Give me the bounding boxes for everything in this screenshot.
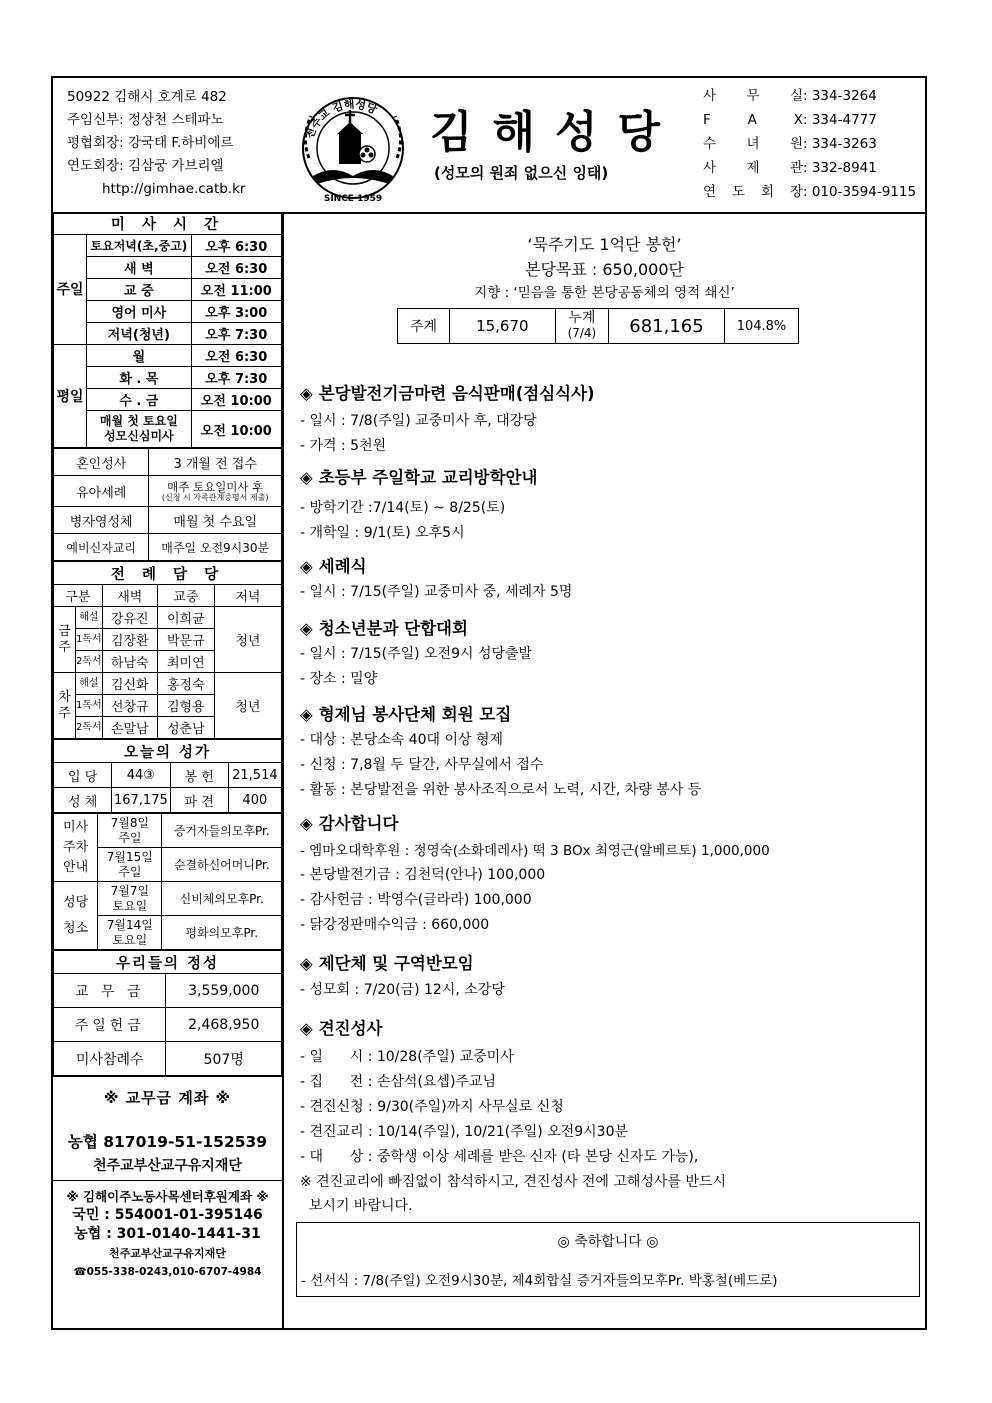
tithe-account-number: 농협 817019-51-152539 <box>67 1133 268 1151</box>
mass-name: 저녁(청년) <box>87 323 191 345</box>
notice-title <box>300 553 367 577</box>
parking-date: 7월8일 주일 <box>98 814 162 848</box>
mass-schedule-table <box>53 212 282 448</box>
council-president: 평협회장: 강국태 F.하비에르 <box>67 135 234 151</box>
this-week-label: 금주 <box>54 607 76 673</box>
mass-time: 오전 6:30 <box>191 345 281 367</box>
cleaning-date: 7월14일 토요일 <box>98 916 162 950</box>
diamond-icon: ◈ <box>300 954 313 973</box>
sacrament-value: 매주 토요일미사 후 <box>167 479 264 494</box>
sacrament-name: 병자영성체 <box>54 507 149 534</box>
contact-convent <box>703 132 916 156</box>
parking-group: 순결하신어머니Pr. <box>162 848 282 882</box>
liturgy-main: 이희균 <box>157 607 214 629</box>
notice-title <box>300 701 511 725</box>
contact-label: 연 도 회 장 <box>703 184 803 200</box>
liturgy-dawn: 김신화 <box>102 673 157 695</box>
notice-line: - 가격 : 5천원 <box>300 438 387 454</box>
liturgy-role: 2독서 <box>76 651 103 673</box>
parking-label: 미사 주차 안내 <box>54 814 98 882</box>
mass-schedule-title: 미 사 시 간 <box>54 212 282 235</box>
diamond-icon: ◈ <box>300 384 313 403</box>
notice-line: - 감사헌금 : 박영수(글라라) 100,000 <box>300 892 532 908</box>
offering-value: 2,468,950 <box>166 1008 282 1042</box>
weekday-label: 평일 <box>54 345 87 448</box>
bulletin-frame <box>51 76 927 1330</box>
hymn-number: 44③ <box>112 763 170 788</box>
migrant-title: ※ 김해이주노동사목센터후원계좌 ※ <box>66 1189 269 1204</box>
notice-title-text: 청소년분과 단합대회 <box>318 619 468 638</box>
sacrament-name: 혼인성사 <box>54 449 149 476</box>
mass-name: 영어 미사 <box>87 301 191 323</box>
notice-line: - 견진신청 : 9/30(주일)까지 사무실로 신청 <box>300 1099 564 1115</box>
notice-line: - 일시 : 7/8(주일) 교중미사 후, 대강당 <box>300 413 537 429</box>
liturgy-header: 새벽 <box>102 585 157 607</box>
pastor: 주임신부: 정상천 스테파노 <box>67 112 224 128</box>
diamond-icon: ◈ <box>300 468 313 487</box>
offering-name: 교 무 금 <box>54 974 166 1008</box>
mass-time: 오후 7:30 <box>191 323 281 345</box>
mass-time: 오후 6:30 <box>191 235 281 257</box>
right-column <box>284 212 925 1328</box>
contact-office <box>703 84 916 108</box>
parking-date: 7월15일 주일 <box>98 848 162 882</box>
offering-value: 3,559,000 <box>166 974 282 1008</box>
rosary-total-date: (7/4) <box>567 326 597 340</box>
contact-value: : 334-3263 <box>803 136 877 152</box>
rosary-summary-table <box>397 308 799 344</box>
mass-time: 오전 11:00 <box>191 279 281 301</box>
hymn-number: 400 <box>228 788 281 813</box>
liturgy-header: 저녁 <box>214 585 281 607</box>
mass-name: 화 . 목 <box>87 367 191 389</box>
hymn-number: 167,175 <box>112 788 170 813</box>
notice-title-text: 본당발전기금마련 음식판매(점심식사) <box>318 384 595 403</box>
liturgy-role: 해설 <box>76 673 103 695</box>
next-week-label: 차주 <box>54 673 76 739</box>
congrats-line: - 선서식 : 7/8(주일) 오전9시30분, 제4회합실 증거자들의모후Pr. 박홍철(베드로) <box>301 1273 778 1289</box>
contact-value: : 334-4777 <box>803 112 877 128</box>
notice-title <box>300 615 468 639</box>
liturgy-main: 홍정숙 <box>157 673 214 695</box>
contact-label: F A X <box>703 112 803 128</box>
contact-fax <box>703 108 916 132</box>
rosary-week-value: 15,670 <box>450 309 556 344</box>
sunday-label: 주일 <box>54 235 87 345</box>
liturgy-dawn: 강유진 <box>102 607 157 629</box>
congrats-box <box>296 1222 920 1297</box>
notice-title <box>300 464 537 488</box>
address: 50922 김해시 호계로 482 <box>67 89 227 105</box>
contact-label: 수 녀 원 <box>703 136 803 152</box>
hymn-title: 오늘의 성가 <box>54 740 282 763</box>
parish-subtitle: (성모의 원죄 없으신 잉태) <box>434 164 609 182</box>
notice-line: - 활동 : 본당발전을 위한 봉사조직으로서 노력, 시간, 차량 봉사 등 <box>300 782 702 798</box>
liturgy-main: 성춘남 <box>157 717 214 739</box>
parish-info <box>67 86 245 201</box>
offering-table <box>53 950 282 1076</box>
parish-logo-icon <box>293 88 413 206</box>
rosary-goal: 본당목표 : 650,000단 <box>524 260 684 279</box>
parish-title: 김해성당 <box>430 107 681 158</box>
notice-title-text: 세례식 <box>318 557 367 576</box>
notice-line: - 대상 : 본당소속 40대 이상 형제 <box>300 732 504 748</box>
liturgy-main: 김형용 <box>157 695 214 717</box>
contact-value: : 332-8941 <box>803 160 877 176</box>
yeondo-president: 연도회장: 김삼궁 가브리엘 <box>67 158 224 174</box>
notice-line: 보시기 바랍니다. <box>300 1198 413 1214</box>
hymn-number: 21,514 <box>228 763 281 788</box>
logo-ring-text: 천주교 김해성당 <box>302 97 380 141</box>
notice-line: ※ 견진교리에 빠짐없이 참석하시고, 견진성사 전에 고해성사를 반드시 <box>300 1174 727 1190</box>
liturgy-table <box>53 561 282 739</box>
rosary-intention: 지향 : ‘믿음을 통한 본당공동체의 영적 쇄신’ <box>474 285 735 301</box>
notice-line: - 견진교리 : 10/14(주일), 10/21(주일) 오전9시30분 <box>300 1124 629 1140</box>
mass-time: 오전 6:30 <box>191 257 281 279</box>
notice-line: - 집 전 : 손삼석(요셉)주교님 <box>300 1074 496 1090</box>
liturgy-dawn: 하남숙 <box>102 651 157 673</box>
notice-line: - 닭강정판매수익금 : 660,000 <box>300 917 490 933</box>
mass-name: 매월 첫 토요일 성모신심미사 <box>87 411 191 448</box>
notice-line: - 본당발전기금 : 김천덕(안나) 100,000 <box>300 867 546 883</box>
contact-label: 사 무 실 <box>703 88 803 104</box>
notice-title-text: 감사합니다 <box>318 814 399 833</box>
notice-title <box>300 380 595 404</box>
offering-name: 주일헌금 <box>54 1008 166 1042</box>
left-column <box>53 212 284 1328</box>
sacrament-value: 매주일 오전9시30분 <box>149 534 282 561</box>
website-link[interactable]: http://gimhae.catb.kr <box>102 181 246 197</box>
notice-line: - 개학일 : 9/1(토) 오후5시 <box>300 525 465 541</box>
cleaning-label: 성당 청소 <box>54 882 98 950</box>
offering-name: 미사참례수 <box>54 1042 166 1076</box>
liturgy-evening: 청년 <box>214 673 281 739</box>
liturgy-main: 최미연 <box>157 651 214 673</box>
hymn-label: 성 체 <box>54 788 112 813</box>
liturgy-dawn: 선창규 <box>102 695 157 717</box>
liturgy-evening: 청년 <box>214 607 281 673</box>
diamond-icon: ◈ <box>300 814 313 833</box>
liturgy-title: 전 례 담 당 <box>54 562 282 585</box>
notice-line: - 장소 : 밀양 <box>300 671 378 687</box>
cleaning-group: 신비체의모후Pr. <box>162 882 282 916</box>
parking-cleaning-table <box>53 813 282 950</box>
sacrament-name: 예비신자교리 <box>54 534 149 561</box>
diamond-icon: ◈ <box>300 1019 313 1038</box>
liturgy-dawn: 손말남 <box>102 717 157 739</box>
notice-line: - 일시 : 7/15(주일) 교중미사 중, 세례자 5명 <box>300 584 573 600</box>
sacrament-value: 매월 첫 수요일 <box>149 507 282 534</box>
notice-title <box>300 950 474 974</box>
rosary-title: ‘묵주기도 1억단 봉헌’ <box>527 235 682 254</box>
notice-line: - 성모회 : 7/20(금) 12시, 소강당 <box>300 982 505 998</box>
notice-line: - 대 상 : 중학생 이상 세례를 받은 신자 (타 본당 신자도 가능), <box>300 1149 699 1165</box>
contact-list <box>703 84 916 204</box>
hymn-label: 입 당 <box>54 763 112 788</box>
migrant-center-account <box>53 1180 282 1278</box>
logo-since: SINCE 1959 <box>323 194 383 204</box>
diamond-icon: ◈ <box>300 557 313 576</box>
congrats-title: ◎ 축하합니다 ◎ <box>557 1234 659 1250</box>
bulletin-header <box>53 78 925 214</box>
notice-line: - 방학기간 :7/14(토) ~ 8/25(토) <box>300 500 506 516</box>
rosary-week-label: 주계 <box>398 309 450 344</box>
offering-title: 우리들의 정성 <box>54 951 282 974</box>
sacrament-name: 유아세례 <box>54 476 149 507</box>
mass-name: 새 벽 <box>87 257 191 279</box>
tithe-account-holder: 천주교부산교구유지재단 <box>93 1158 242 1174</box>
diamond-icon: ◈ <box>300 705 313 724</box>
mass-time: 오후 7:30 <box>191 367 281 389</box>
notice-title-text: 제단체 및 구역반모임 <box>318 954 474 973</box>
mass-name: 교 중 <box>87 279 191 301</box>
diamond-icon: ◈ <box>300 619 313 638</box>
notice-title-text: 형제님 봉사단체 회원 모집 <box>318 705 512 724</box>
hymn-label: 파 견 <box>170 788 228 813</box>
notice-title <box>300 810 398 834</box>
liturgy-header: 구분 <box>54 585 103 607</box>
mass-time: 오후 3:00 <box>191 301 281 323</box>
sacrament-note: (신청 시 가족관계증명서 제출) <box>161 492 269 502</box>
contact-value: : 010-3594-9115 <box>803 184 917 200</box>
mass-time: 오전 10:00 <box>191 389 281 411</box>
mass-time: 오전 10:00 <box>191 411 281 448</box>
migrant-account-1: 국민 : 554001-01-395146 <box>72 1207 263 1223</box>
mass-name: 토요저녁(초,중고) <box>87 235 191 257</box>
notice-line: - 엠마오대학후원 : 정영숙(소화데레사) 떡 3 BOx 최영근(알베르토) 1,000,000 <box>300 843 770 859</box>
liturgy-role: 1독서 <box>76 629 103 651</box>
liturgy-header: 교중 <box>157 585 214 607</box>
mass-name: 월 <box>87 345 191 367</box>
migrant-holder: 천주교부산교구유지재단 <box>109 1247 226 1260</box>
mass-name: 수 . 금 <box>87 389 191 411</box>
liturgy-dawn: 김장환 <box>102 629 157 651</box>
contact-rectory <box>703 156 916 180</box>
migrant-phone: ☎055-338-0243,010-6707-4984 <box>73 1266 262 1278</box>
hymn-label: 봉 헌 <box>170 763 228 788</box>
migrant-account-2: 농협 : 301-0140-1441-31 <box>74 1226 261 1242</box>
liturgy-main: 박문규 <box>157 629 214 651</box>
notice-title <box>300 1015 382 1039</box>
cleaning-date: 7월7일 토요일 <box>98 882 162 916</box>
hymn-table <box>53 739 282 813</box>
contact-value: : 334-3264 <box>803 88 877 104</box>
cleaning-group: 평화의모후Pr. <box>162 916 282 950</box>
sacrament-table <box>53 448 282 561</box>
liturgy-role: 해설 <box>76 607 103 629</box>
liturgy-role: 1독서 <box>76 695 103 717</box>
offering-value: 507명 <box>166 1042 282 1076</box>
rosary-percent: 104.8% <box>724 309 799 344</box>
notice-line: - 신청 : 7,8월 두 달간, 사무실에서 접수 <box>300 757 544 773</box>
notice-line: - 일시 : 7/15(주일) 오전9시 성당출발 <box>300 646 533 662</box>
contact-label: 사 제 관 <box>703 160 803 176</box>
rosary-total-value: 681,165 <box>609 309 724 344</box>
rosary-total-label: 누계 <box>568 310 596 326</box>
notice-title-text: 견진성사 <box>318 1019 383 1038</box>
notice-title-text: 초등부 주일학교 교리방학안내 <box>318 468 538 487</box>
sacrament-value: 3 개월 전 접수 <box>149 449 282 476</box>
parking-group: 증거자들의모후Pr. <box>162 814 282 848</box>
contact-yeondo <box>703 180 916 204</box>
tithe-account <box>53 1076 282 1180</box>
notice-line: - 일 시 : 10/28(주일) 교중미사 <box>300 1049 514 1065</box>
tithe-account-title: ※ 교무금 계좌 ※ <box>103 1089 232 1107</box>
liturgy-role: 2독서 <box>76 717 103 739</box>
